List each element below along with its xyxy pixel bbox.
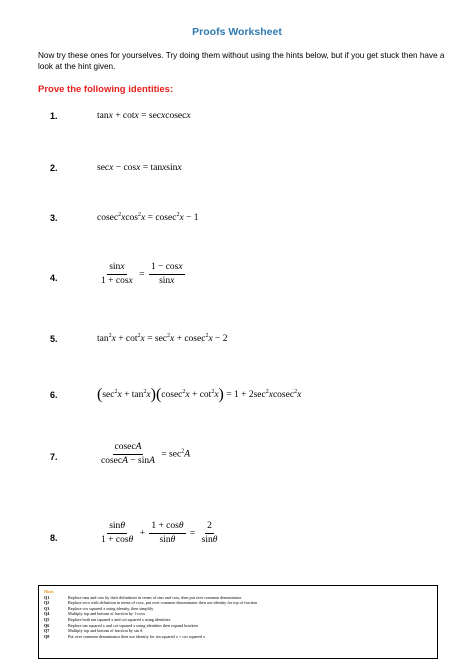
- question-2-identity: secx − cosx = tanxsinx: [97, 163, 182, 173]
- hint-row: [44, 634, 432, 640]
- question-number: 2.: [50, 163, 58, 173]
- question-1-identity: tanx + cotx = secxcosecx: [97, 111, 191, 121]
- question-3-identity: cosec$^2$xcos$^2$x = cosec$^2$x − 1: [97, 212, 199, 223]
- hint-question: Q2: [44, 600, 50, 606]
- hint-text: Replace cos squared x using identity, then simplify: [68, 605, 154, 611]
- question-7-identity: $\frac{cosecA}{cosecA - \sin A}$ = $\sec^2A$: [101, 442, 190, 466]
- hint-text: Replace tans and cots by their definitions in terms of sins and coss, then put over common denominator: [68, 594, 242, 600]
- intro-text: Now try these ones for yourselves. Try doing them without using the hints below, but if you get stuck then have a look at the hint given.: [38, 51, 445, 71]
- question-number: 1.: [50, 111, 58, 121]
- question-5-identity: $\tan^2x + \cot^2x = \sec^2x + cosec^2x - 2$: [97, 333, 228, 344]
- question-number: 7.: [50, 452, 58, 462]
- question-number: 6.: [50, 390, 58, 400]
- question-6-identity: $(\sec^2x + \tan^2x)(cosec^2x + \cot^2x) = 1 + 2\sec^2xcosec^2x$: [97, 386, 302, 403]
- hint-text: Multiply top and bottom of fraction by sin A: [68, 628, 143, 634]
- hint-text: Multiply top and bottom of fraction by 1-cosx: [68, 611, 146, 617]
- hint-question: Q5: [44, 616, 50, 622]
- worksheet-title: Proofs Worksheet: [192, 26, 282, 38]
- hint-text: Put over common denominator then use identity for sin squared x + cos squared x: [68, 633, 206, 639]
- hints-title: Hints: [44, 589, 54, 594]
- hint-question: Q8: [44, 633, 50, 639]
- question-number: 5.: [50, 334, 58, 344]
- section-heading: Prove the following identities:: [38, 84, 174, 95]
- question-8-identity: $\frac{\sin\theta}{1 + \cos\theta}$ + $\frac{1 + \cos\theta}{\sin\theta}$ = $\frac{2}{\sin\theta}$: [101, 521, 218, 545]
- hint-text: Replace secx with definition in terms of cosx, put over common denominator then use identity for top of fraction: [68, 600, 258, 606]
- hint-question: Q4: [44, 611, 50, 617]
- hints-box: [38, 585, 438, 659]
- hint-question: Q7: [44, 628, 50, 634]
- hint-question: Q1: [44, 594, 50, 600]
- hint-question: Q6: [44, 622, 50, 628]
- hint-question: Q3: [44, 605, 50, 611]
- question-number: 4.: [50, 273, 58, 283]
- question-4-identity: $\frac{\sin x}{1 + \cos x}$ = $\frac{1 - \cos x}{\sin x}$: [101, 262, 183, 286]
- question-number: 3.: [50, 213, 58, 223]
- hint-text: Replace tan squared x and cot squared x using identities then expand brackets: [68, 622, 199, 628]
- hint-text: Replace both tan squared x and cot squared x using identities: [68, 616, 171, 622]
- question-number: 8.: [50, 533, 58, 543]
